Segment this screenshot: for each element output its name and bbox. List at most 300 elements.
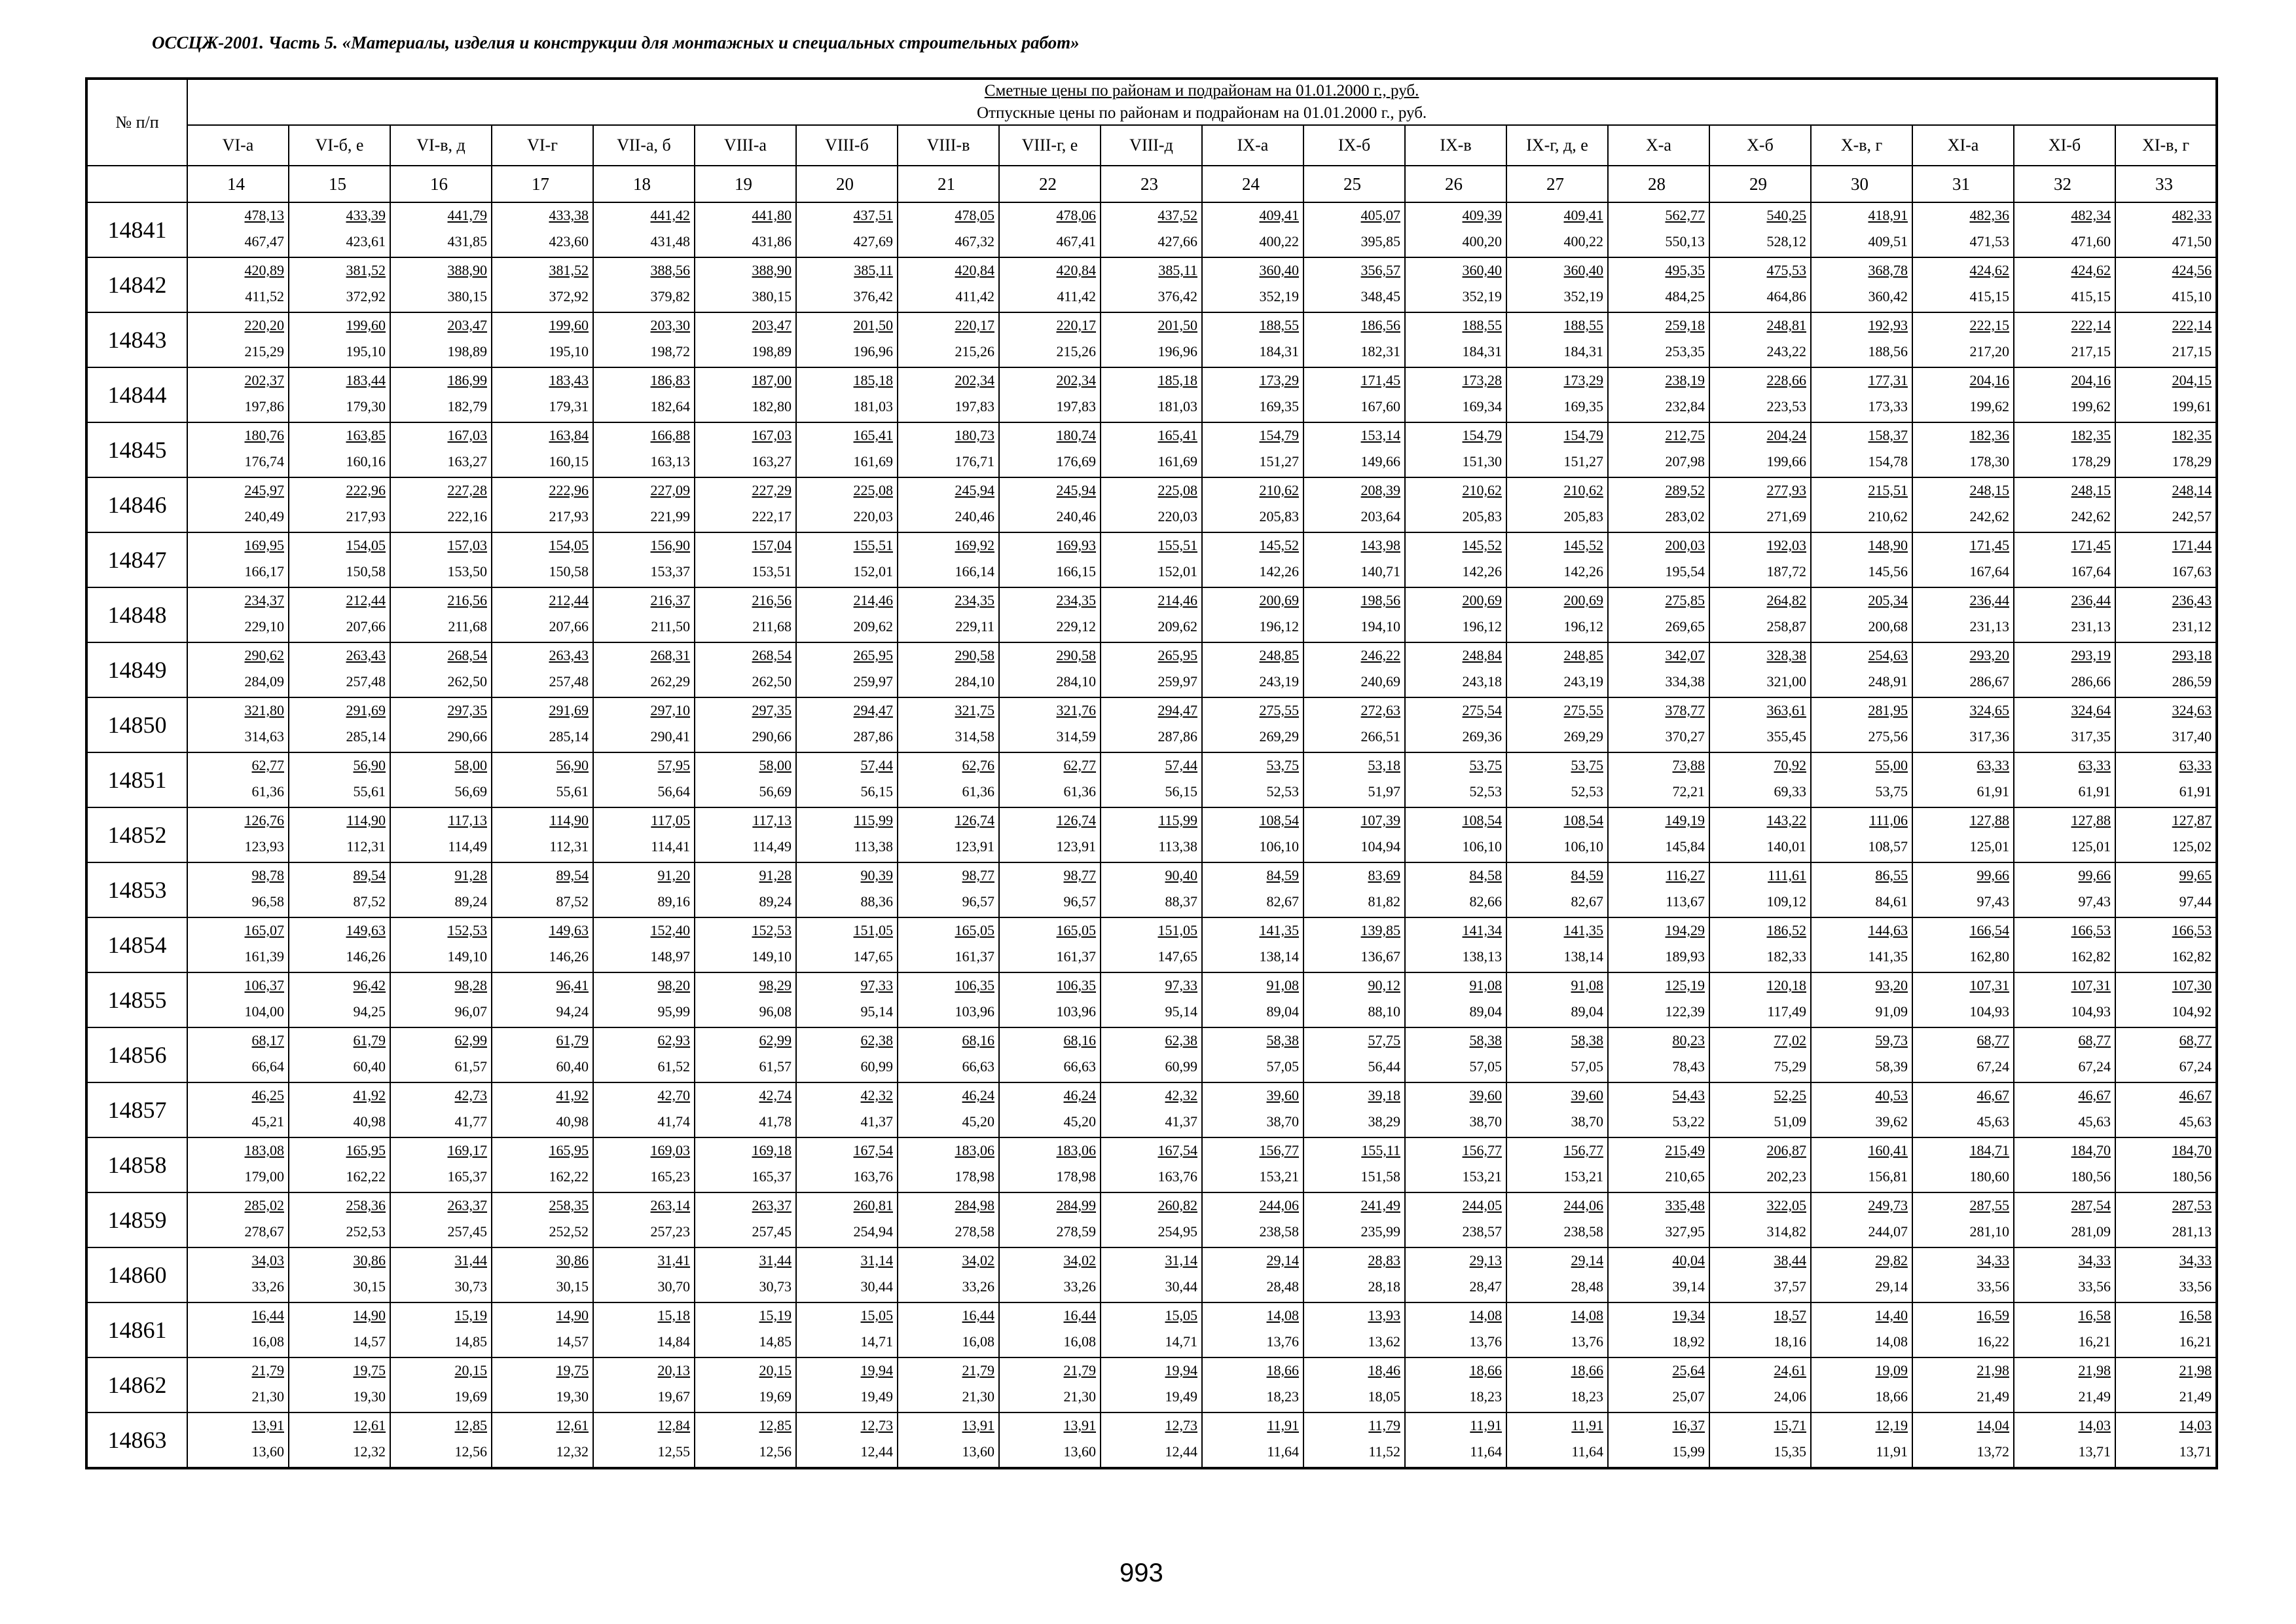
estimate-price: 482,33 (2172, 207, 2212, 223)
table-row (86, 1247, 2217, 1302)
release-price: 215,26 (1056, 343, 1096, 360)
release-price: 33,56 (1977, 1278, 2009, 1295)
estimate-price: 200,69 (1462, 592, 1502, 608)
price-cell (1709, 422, 1811, 477)
release-price: 153,37 (650, 563, 690, 580)
estimate-price: 29,14 (1266, 1252, 1299, 1268)
table-row (86, 312, 2217, 367)
price-cell (492, 257, 593, 312)
price-cell (898, 972, 999, 1027)
release-price: 147,65 (853, 948, 893, 965)
release-price: 150,58 (549, 563, 589, 580)
estimate-price: 360,40 (1259, 262, 1299, 278)
release-price: 16,08 (251, 1333, 284, 1350)
estimate-price: 169,95 (244, 537, 284, 553)
estimate-price: 167,03 (752, 427, 792, 443)
estimate-price: 108,54 (1462, 812, 1502, 828)
release-price: 16,08 (1063, 1333, 1096, 1350)
estimate-price: 495,35 (1665, 262, 1705, 278)
release-price: 278,67 (244, 1223, 284, 1240)
release-price: 431,48 (650, 233, 690, 249)
estimate-price: 31,41 (657, 1252, 690, 1268)
release-price: 51,09 (1774, 1113, 1806, 1130)
release-price: 178,29 (2172, 453, 2212, 470)
release-price: 142,26 (1462, 563, 1502, 580)
estimate-price: 289,52 (1665, 482, 1705, 498)
price-cell (1811, 202, 1912, 257)
price-cell (1811, 1357, 1912, 1412)
release-price: 161,69 (1157, 453, 1197, 470)
price-cell (1608, 697, 1709, 752)
estimate-price: 62,77 (1063, 757, 1096, 773)
price-cell (695, 422, 796, 477)
estimate-price: 173,29 (1259, 372, 1299, 388)
price-cell (1709, 1357, 1811, 1412)
release-price: 173,33 (1868, 398, 1908, 415)
release-price: 217,15 (2071, 343, 2111, 360)
price-cell (2115, 1412, 2217, 1468)
release-price: 125,01 (2071, 838, 2111, 855)
estimate-price: 46,25 (251, 1087, 284, 1103)
price-cell (593, 1082, 695, 1137)
estimate-price: 125,19 (1665, 977, 1705, 993)
estimate-price: 91,08 (1469, 977, 1502, 993)
release-price: 317,36 (1969, 728, 2009, 745)
release-price: 166,15 (1056, 563, 1096, 580)
price-cell (492, 367, 593, 422)
price-cell (1202, 697, 1303, 752)
estimate-price: 21,79 (251, 1362, 284, 1378)
estimate-price: 328,38 (1766, 647, 1806, 663)
estimate-price: 437,51 (853, 207, 893, 223)
region-header: VI-в, д (390, 125, 492, 166)
release-price: 162,82 (2172, 948, 2212, 965)
estimate-price: 15,05 (860, 1307, 893, 1323)
price-cell (187, 1357, 289, 1412)
release-price: 269,29 (1563, 728, 1603, 745)
price-cell (1101, 1082, 1202, 1137)
release-price: 14,85 (454, 1333, 487, 1350)
price-cell (1303, 202, 1405, 257)
estimate-price: 98,77 (962, 867, 994, 883)
release-price: 61,57 (454, 1058, 487, 1075)
release-price: 104,94 (1360, 838, 1400, 855)
price-cell (289, 587, 390, 642)
price-cell (2014, 1302, 2115, 1357)
release-price: 395,85 (1360, 233, 1400, 249)
estimate-price: 182,36 (1969, 427, 2009, 443)
price-cell (2014, 917, 2115, 972)
release-price: 66,63 (962, 1058, 994, 1075)
release-price: 161,37 (955, 948, 994, 965)
price-cell (1506, 917, 1608, 972)
price-cell (187, 422, 289, 477)
price-cell (1506, 202, 1608, 257)
price-cell (999, 807, 1101, 862)
price-cell (390, 807, 492, 862)
release-price: 16,08 (962, 1333, 994, 1350)
price-cell (1709, 1302, 1811, 1357)
release-price: 88,37 (1165, 893, 1197, 910)
release-price: 163,76 (1157, 1168, 1197, 1185)
estimate-price: 41,92 (353, 1087, 386, 1103)
estimate-price: 31,44 (454, 1252, 487, 1268)
price-cell (1811, 972, 1912, 1027)
estimate-price: 141,34 (1462, 922, 1502, 938)
release-price: 140,01 (1766, 838, 1806, 855)
estimate-price: 291,69 (346, 702, 386, 718)
estimate-price: 63,33 (1977, 757, 2009, 773)
price-cell (2014, 1082, 2115, 1137)
estimate-price: 31,44 (759, 1252, 792, 1268)
price-cell (593, 1357, 695, 1412)
release-price: 195,10 (346, 343, 386, 360)
estimate-price: 91,08 (1266, 977, 1299, 993)
release-price: 41,37 (1165, 1113, 1197, 1130)
price-cell (1101, 697, 1202, 752)
release-price: 95,14 (860, 1003, 893, 1020)
price-cell (1303, 1192, 1405, 1247)
price-cell (1608, 477, 1709, 532)
release-price: 30,15 (353, 1278, 386, 1295)
estimate-price: 186,83 (650, 372, 690, 388)
estimate-price: 381,52 (549, 262, 589, 278)
price-cell (1405, 587, 1506, 642)
price-cell (1709, 752, 1811, 807)
estimate-price: 248,15 (1969, 482, 2009, 498)
estimate-price: 166,53 (2071, 922, 2111, 938)
release-price: 45,20 (1063, 1113, 1096, 1130)
release-price: 182,64 (650, 398, 690, 415)
estimate-price: 34,33 (1977, 1252, 2009, 1268)
release-price: 14,57 (556, 1333, 589, 1350)
price-cell (593, 1302, 695, 1357)
estimate-price: 220,17 (955, 317, 994, 333)
release-price: 38,70 (1266, 1113, 1299, 1130)
release-price: 28,47 (1469, 1278, 1502, 1295)
price-cell (898, 1027, 999, 1082)
region-header: VIII-а (695, 125, 796, 166)
estimate-price: 20,13 (657, 1362, 690, 1378)
estimate-price: 21,98 (1977, 1362, 2009, 1378)
column-number: 14 (187, 166, 289, 202)
estimate-price: 12,85 (454, 1417, 487, 1433)
price-cell (1912, 807, 2014, 862)
price-cell (1101, 422, 1202, 477)
estimate-price: 16,59 (1977, 1307, 2009, 1323)
release-price: 286,66 (2071, 673, 2111, 690)
price-cell (2014, 1412, 2115, 1468)
price-cell (999, 587, 1101, 642)
price-cell (796, 477, 898, 532)
release-price: 205,83 (1462, 508, 1502, 525)
estimate-price: 19,94 (860, 1362, 893, 1378)
price-cell (492, 1302, 593, 1357)
price-cell (593, 367, 695, 422)
estimate-price: 200,69 (1563, 592, 1603, 608)
price-cell (1405, 312, 1506, 367)
price-cell (796, 1192, 898, 1247)
column-number: 31 (1912, 166, 2014, 202)
estimate-price: 478,05 (955, 207, 994, 223)
release-price: 199,62 (2071, 398, 2111, 415)
release-price: 13,71 (2179, 1443, 2212, 1460)
release-price: 41,74 (657, 1113, 690, 1130)
estimate-price: 277,93 (1766, 482, 1806, 498)
price-cell (695, 917, 796, 972)
release-price: 165,37 (447, 1168, 487, 1185)
price-cell (1303, 422, 1405, 477)
release-price: 58,39 (1875, 1058, 1908, 1075)
estimate-price: 42,73 (454, 1087, 487, 1103)
price-cell (898, 477, 999, 532)
price-cell (695, 1082, 796, 1137)
price-cell (1608, 587, 1709, 642)
table-row (86, 642, 2217, 697)
num-header: № п/п (86, 79, 187, 166)
release-price: 169,34 (1462, 398, 1502, 415)
estimate-price: 126,74 (955, 812, 994, 828)
release-price: 87,52 (353, 893, 386, 910)
price-cell (1101, 1412, 1202, 1468)
estimate-price: 245,94 (1056, 482, 1096, 498)
price-cell (187, 1027, 289, 1082)
estimate-price: 126,74 (1056, 812, 1096, 828)
release-price: 18,23 (1571, 1388, 1603, 1405)
price-cell (593, 1192, 695, 1247)
release-price: 94,25 (353, 1003, 386, 1020)
release-price: 163,27 (447, 453, 487, 470)
estimate-price: 263,37 (752, 1197, 792, 1213)
release-price: 12,44 (860, 1443, 893, 1460)
estimate-price: 40,53 (1875, 1087, 1908, 1103)
release-price: 244,07 (1868, 1223, 1908, 1240)
row-number: 14844 (86, 367, 187, 422)
price-cell (1608, 532, 1709, 587)
estimate-price: 11,91 (1470, 1417, 1502, 1433)
release-price: 13,71 (2078, 1443, 2111, 1460)
price-table (85, 77, 2218, 1469)
price-cell (289, 1192, 390, 1247)
release-price: 89,24 (454, 893, 487, 910)
price-cell (1912, 862, 2014, 917)
price-cell (1405, 642, 1506, 697)
estimate-price: 482,34 (2071, 207, 2111, 223)
estimate-price: 58,38 (1469, 1032, 1502, 1048)
release-price: 146,26 (346, 948, 386, 965)
price-cell (2014, 367, 2115, 422)
release-price: 229,12 (1056, 618, 1096, 635)
price-cell (289, 642, 390, 697)
price-cell (2115, 807, 2217, 862)
price-cell (1506, 1082, 1608, 1137)
price-cell (593, 1027, 695, 1082)
price-cell (1101, 1357, 1202, 1412)
estimate-price: 171,45 (1360, 372, 1400, 388)
release-price: 97,44 (2179, 893, 2212, 910)
estimate-price: 183,06 (955, 1142, 994, 1158)
estimate-price: 120,18 (1766, 977, 1806, 993)
estimate-price: 148,90 (1868, 537, 1908, 553)
region-header-row (86, 125, 2217, 166)
estimate-price: 144,63 (1868, 922, 1908, 938)
price-cell (1709, 972, 1811, 1027)
price-cell (492, 587, 593, 642)
price-cell (1303, 312, 1405, 367)
release-price: 287,86 (853, 728, 893, 745)
release-price: 151,30 (1462, 453, 1502, 470)
price-cell (390, 312, 492, 367)
price-cell (289, 807, 390, 862)
price-cell (999, 367, 1101, 422)
estimate-price: 19,94 (1165, 1362, 1197, 1378)
price-cell (1303, 1302, 1405, 1357)
release-price: 13,76 (1469, 1333, 1502, 1350)
estimate-price: 335,48 (1665, 1197, 1705, 1213)
price-cell (1202, 1027, 1303, 1082)
estimate-price: 99,66 (1977, 867, 2009, 883)
price-cell (289, 532, 390, 587)
price-cell (390, 532, 492, 587)
price-cell (593, 752, 695, 807)
price-cell (289, 1027, 390, 1082)
release-price: 178,98 (955, 1168, 994, 1185)
estimate-price: 152,53 (752, 922, 792, 938)
estimate-price: 187,00 (752, 372, 792, 388)
release-price: 57,05 (1266, 1058, 1299, 1075)
release-price: 11,64 (1470, 1443, 1502, 1460)
estimate-price: 155,11 (1361, 1142, 1400, 1158)
estimate-price: 25,64 (1672, 1362, 1705, 1378)
release-price: 15,35 (1774, 1443, 1806, 1460)
estimate-price: 388,56 (650, 262, 690, 278)
price-cell (1811, 807, 1912, 862)
estimate-price: 171,45 (1969, 537, 2009, 553)
release-price: 467,41 (1056, 233, 1096, 249)
estimate-price: 114,90 (549, 812, 589, 828)
release-price: 12,32 (556, 1443, 589, 1460)
estimate-price: 244,05 (1462, 1197, 1502, 1213)
price-cell (289, 1412, 390, 1468)
price-cell (999, 532, 1101, 587)
estimate-price: 80,23 (1672, 1032, 1705, 1048)
release-price: 180,60 (1969, 1168, 2009, 1185)
estimate-price: 297,35 (752, 702, 792, 718)
page-number: 993 (1120, 1559, 1163, 1587)
price-cell (1405, 1192, 1506, 1247)
price-cell (1506, 697, 1608, 752)
release-price: 167,64 (2071, 563, 2111, 580)
release-price: 182,31 (1360, 343, 1400, 360)
table-row (86, 697, 2217, 752)
price-cell (187, 752, 289, 807)
price-cell (1811, 917, 1912, 972)
estimate-price: 204,15 (2172, 372, 2212, 388)
price-cell (1811, 422, 1912, 477)
estimate-price: 385,11 (1158, 262, 1197, 278)
column-number: 24 (1202, 166, 1303, 202)
estimate-price: 222,96 (549, 482, 589, 498)
estimate-price: 42,32 (1165, 1087, 1197, 1103)
price-cell (1303, 367, 1405, 422)
table-row (86, 202, 2217, 257)
release-price: 187,72 (1766, 563, 1806, 580)
estimate-price: 18,46 (1368, 1362, 1400, 1378)
price-cell (289, 1082, 390, 1137)
estimate-price: 59,73 (1875, 1032, 1908, 1048)
estimate-price: 62,99 (759, 1032, 792, 1048)
estimate-price: 203,30 (650, 317, 690, 333)
estimate-price: 153,14 (1360, 427, 1400, 443)
estimate-price: 236,44 (1969, 592, 2009, 608)
title-estimate: Сметные цены по районам и подрайонам на 01.01.2000 г., руб. (984, 82, 1419, 100)
release-price: 140,71 (1360, 563, 1400, 580)
price-cell (1506, 1027, 1608, 1082)
release-price: 194,10 (1360, 618, 1400, 635)
estimate-price: 154,05 (549, 537, 589, 553)
price-cell (1101, 587, 1202, 642)
release-price: 57,05 (1469, 1058, 1502, 1075)
price-cell (1202, 642, 1303, 697)
release-price: 243,18 (1462, 673, 1502, 690)
row-number: 14853 (86, 862, 187, 917)
estimate-price: 141,35 (1259, 922, 1299, 938)
price-cell (1101, 1027, 1202, 1082)
release-price: 259,97 (1157, 673, 1197, 690)
release-price: 114,41 (651, 838, 690, 855)
release-price: 379,82 (650, 288, 690, 304)
price-cell (1709, 807, 1811, 862)
release-price: 372,92 (549, 288, 589, 304)
release-price: 21,30 (1063, 1388, 1096, 1405)
estimate-price: 167,03 (447, 427, 487, 443)
estimate-price: 157,03 (447, 537, 487, 553)
release-price: 52,53 (1571, 783, 1603, 800)
price-cell (1811, 642, 1912, 697)
estimate-price: 152,40 (650, 922, 690, 938)
release-price: 72,21 (1672, 783, 1705, 800)
estimate-price: 180,73 (955, 427, 994, 443)
release-price: 471,50 (2172, 233, 2212, 249)
estimate-price: 15,18 (657, 1307, 690, 1323)
release-price: 238,58 (1563, 1223, 1603, 1240)
release-price: 184,31 (1259, 343, 1299, 360)
estimate-price: 107,31 (1969, 977, 2009, 993)
price-cell (1101, 642, 1202, 697)
estimate-price: 126,76 (244, 812, 284, 828)
release-price: 409,51 (1868, 233, 1908, 249)
price-cell (2014, 697, 2115, 752)
estimate-price: 31,14 (860, 1252, 893, 1268)
row-number: 14842 (86, 257, 187, 312)
price-cell (1405, 1247, 1506, 1302)
release-price: 286,67 (1969, 673, 2009, 690)
price-cell (2014, 1192, 2115, 1247)
price-cell (289, 202, 390, 257)
release-price: 33,26 (251, 1278, 284, 1295)
price-cell (187, 917, 289, 972)
release-price: 334,38 (1665, 673, 1705, 690)
release-price: 138,14 (1563, 948, 1603, 965)
price-cell (1101, 862, 1202, 917)
column-number: 22 (999, 166, 1101, 202)
release-price: 376,42 (853, 288, 893, 304)
release-price: 240,46 (1056, 508, 1096, 525)
price-cell (390, 422, 492, 477)
release-price: 123,93 (244, 838, 284, 855)
price-cell (999, 1247, 1101, 1302)
estimate-price: 234,37 (244, 592, 284, 608)
